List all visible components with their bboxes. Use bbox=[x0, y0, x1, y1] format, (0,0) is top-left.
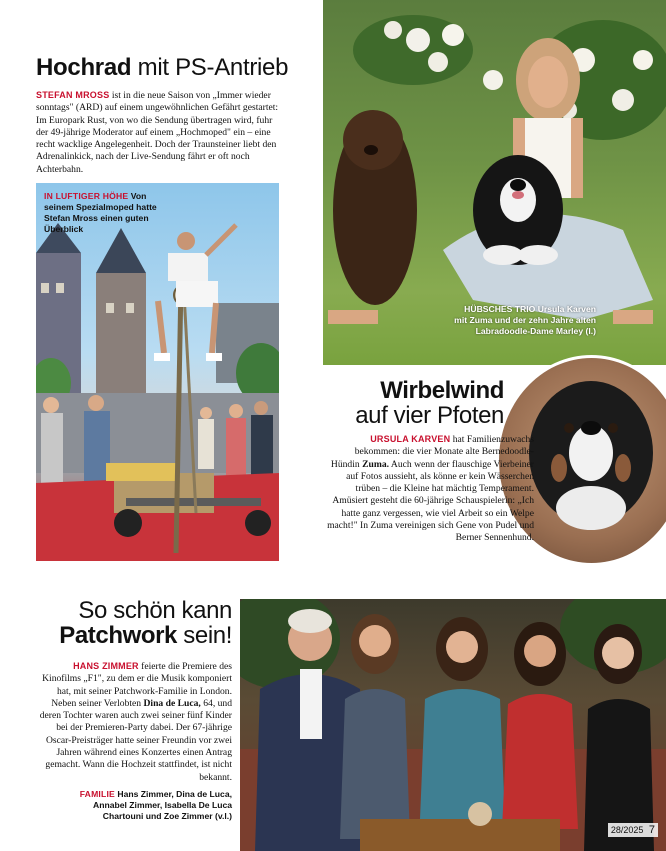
caption-kicker: FAMILIE bbox=[79, 789, 115, 799]
body-bold: Zuma. bbox=[362, 458, 390, 470]
caption-familie bbox=[60, 789, 232, 822]
caption-text: Von seinem Spezialmoped hatte Stefan Mross einen guten Überblick bbox=[44, 191, 157, 234]
headline-wirbelwind bbox=[330, 378, 504, 428]
body-rest: 64, und deren Tochter waren auch zwei seiner fünf Kinder bei der Premieren-Party dabei. Der 67-jährige Oscar-Preisträger hatte seiner Freundin vor zwei Jahren während eines Konzertes einen Antrag gemacht. Wann die Hochzeit stattfindet, ist nicht bekannt. bbox=[39, 697, 232, 783]
kicker-stefan-mross: STEFAN MROSS bbox=[36, 90, 110, 100]
issue-number: 28/2025 bbox=[610, 825, 644, 835]
body-bold: Dina de Luca, bbox=[143, 697, 201, 709]
headline-hochrad bbox=[36, 55, 288, 80]
caption-luftiger-hoehe bbox=[44, 191, 164, 235]
page-number: 7 bbox=[648, 824, 655, 836]
photo-zimmer-family bbox=[240, 599, 666, 851]
headline-bold: Patchwork bbox=[59, 622, 178, 650]
kicker-hans-zimmer: HANS ZIMMER bbox=[73, 661, 139, 671]
caption-text: Hans Zimmer, Dina de Luca, Annabel Zimmer, Isabella De Luca Chartouni und Zoe Zimmer (v.l.) bbox=[93, 789, 232, 821]
headline-rest: sein! bbox=[183, 622, 232, 650]
page-footer bbox=[608, 823, 658, 837]
body-text: ist in die neue Saison von „Immer wieder sonntags" (ARD) auf einem ungewöhnlichen Gefährt gestartet: Im Europark Rust, von wo die Sendung übertragen wird, fuhr der 49-jährige Moderator auf einem „Hochmoped" ein – eine recht wacklige Angelegenheit. Doch der Traunsteiner liebt den Adrenalinkick, nach der Live-Sendung fährt er oft noch Achterbahn. bbox=[36, 90, 279, 175]
article-patchwork-body bbox=[36, 660, 232, 784]
article-hochrad-body bbox=[36, 89, 283, 176]
photo-stefan-mross-hochmoped bbox=[36, 183, 279, 561]
kicker-ursula-karven: URSULA KARVEN bbox=[370, 434, 451, 444]
headline-line2 bbox=[40, 623, 232, 648]
caption-kicker: HÜBSCHES TRIO bbox=[464, 304, 536, 314]
photo-ursula-karven-dogs bbox=[323, 0, 666, 365]
headline-line2: auf vier Pfoten bbox=[355, 402, 504, 430]
caption-text: Ursula Karven mit Zuma und der zehn Jahre alten Labradoodle-Dame Marley (l.) bbox=[454, 304, 596, 336]
body-rest: Auch wenn der flauschige Vierbeiner auf Fotos aussieht, als könne er kein Wässerchen trüben – die Kleine hat mächtig Temperament. Amüsiert gesteht die 60-jährige Schauspielerin: „Ich hatte ganz vergessen, wie viel Arbeit so ein Welpe macht!" In Zuma vereinigen sich Gene von Pudel und Berner Sennenhund. bbox=[327, 458, 534, 544]
headline-patchwork bbox=[40, 598, 232, 648]
headline-rest: mit PS-Antrieb bbox=[137, 54, 289, 81]
body-lead: hat Familienzuwachs bekommen: die vier Monate alte Bernedoodle-Hündin bbox=[330, 434, 534, 470]
headline-line1: So schön kann bbox=[78, 597, 232, 624]
headline-bold: Hochrad bbox=[36, 54, 132, 81]
body-lead: feierte die Premiere des Kinofilms „F1", zu dem er die Musik komponiert hat, mit seiner Patchwork-Familie in London. Neben seiner Verlobten bbox=[42, 661, 232, 709]
caption-huebsches-trio bbox=[451, 304, 596, 337]
caption-kicker: IN LUFTIGER HÖHE bbox=[44, 191, 129, 201]
article-wirbelwind-body bbox=[326, 433, 534, 545]
photo-illustration bbox=[240, 599, 666, 851]
photo-illustration bbox=[36, 183, 279, 561]
headline-line1: Wirbelwind bbox=[380, 377, 504, 404]
